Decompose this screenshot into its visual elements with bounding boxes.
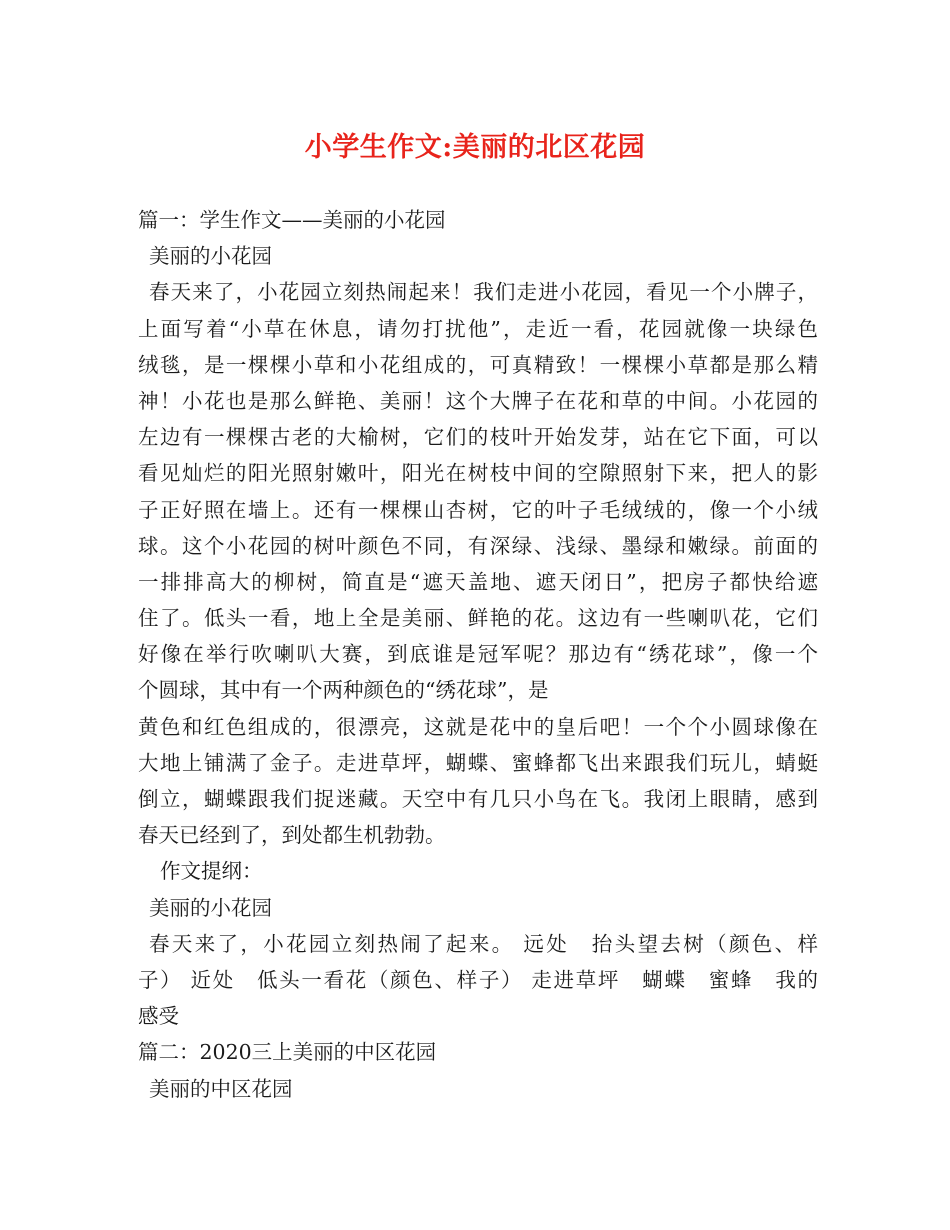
paragraph-line: 一排排高大的柳树，简直是“遮天盖地、遮天闭日”，把房子都快给遮	[138, 569, 818, 594]
essay-title: 美丽的中区花园	[149, 1076, 293, 1101]
paragraph-line: 上面写着“小草在休息，请勿打扰他”，走近一看，花园就像一块绿色	[138, 316, 818, 341]
document-body	[138, 202, 818, 1107]
paragraph-line: 倒立，蝴蝶跟我们捉迷藏。天空中有几只小鸟在飞。我闭上眼睛，感到	[138, 787, 818, 811]
paragraph-line: 神！小花也是那么鲜艳、美丽！这个大牌子在花和草的中间。小花园的	[138, 388, 818, 413]
paragraph-line: 左边有一棵棵古老的大榆树，它们的枝叶开始发芽，站在它下面，可以	[138, 425, 818, 450]
document-title: 小学生作文:美丽的北区花园	[304, 132, 646, 163]
paragraph-line: 绒毯，是一棵棵小草和小花组成的，可真精致！一棵棵小草都是那么精	[138, 352, 818, 377]
outline-heading: 作文提纲：	[160, 859, 263, 884]
paragraph-line: 春天来了，小花园立刻热闹起来！我们走进小花园，看见一个小牌子，	[149, 280, 818, 305]
paragraph-line: 个圆球，其中有一个两种颜色的“绣花球”，是	[138, 678, 549, 703]
paragraph-line: 黄色和红色组成的，很漂亮，这就是花中的皇后吧！一个个小圆球像在	[138, 714, 818, 739]
section-heading: 篇一：学生作文——美丽的小花园	[138, 208, 446, 232]
section-heading: 篇二：2020三上美丽的中区花园	[138, 1040, 437, 1065]
paragraph-line: 住了。低头一看，地上全是美丽、鲜艳的花。这边有一些喇叭花，它们	[138, 606, 818, 631]
paragraph-line: 球。这个小花园的树叶颜色不同，有深绿、浅绿、墨绿和嫩绿。前面的	[138, 533, 818, 558]
outline-line: 子） 近处 低头一看花（颜色、样子） 走进草坪 蝴蝶 蜜蜂 我的	[138, 967, 818, 992]
paragraph-line: 春天已经到了，到处都生机勃勃。	[138, 823, 446, 848]
paragraph-line: 大地上铺满了金子。走进草坪，蝴蝶、蜜蜂都飞出来跟我们玩儿，蜻蜓	[138, 750, 818, 775]
paragraph-line: 看见灿烂的阳光照射嫩叶，阳光在树枝中间的空隙照射下来，把人的影	[138, 461, 818, 486]
outline-line: 感受	[138, 1004, 179, 1029]
essay-title: 美丽的小花园	[149, 244, 272, 269]
outline-line: 春天来了，小花园立刻热闹了起来。 远处 抬头望去树（颜色、样	[149, 931, 818, 956]
paragraph-line: 子正好照在墙上。还有一棵棵山杏树，它的叶子毛绒绒的，像一个小绒	[138, 497, 818, 522]
outline-title: 美丽的小花园	[149, 895, 272, 920]
paragraph-line: 好像在举行吹喇叭大赛，到底谁是冠军呢？那边有“绣花球”，像一个	[138, 642, 818, 667]
